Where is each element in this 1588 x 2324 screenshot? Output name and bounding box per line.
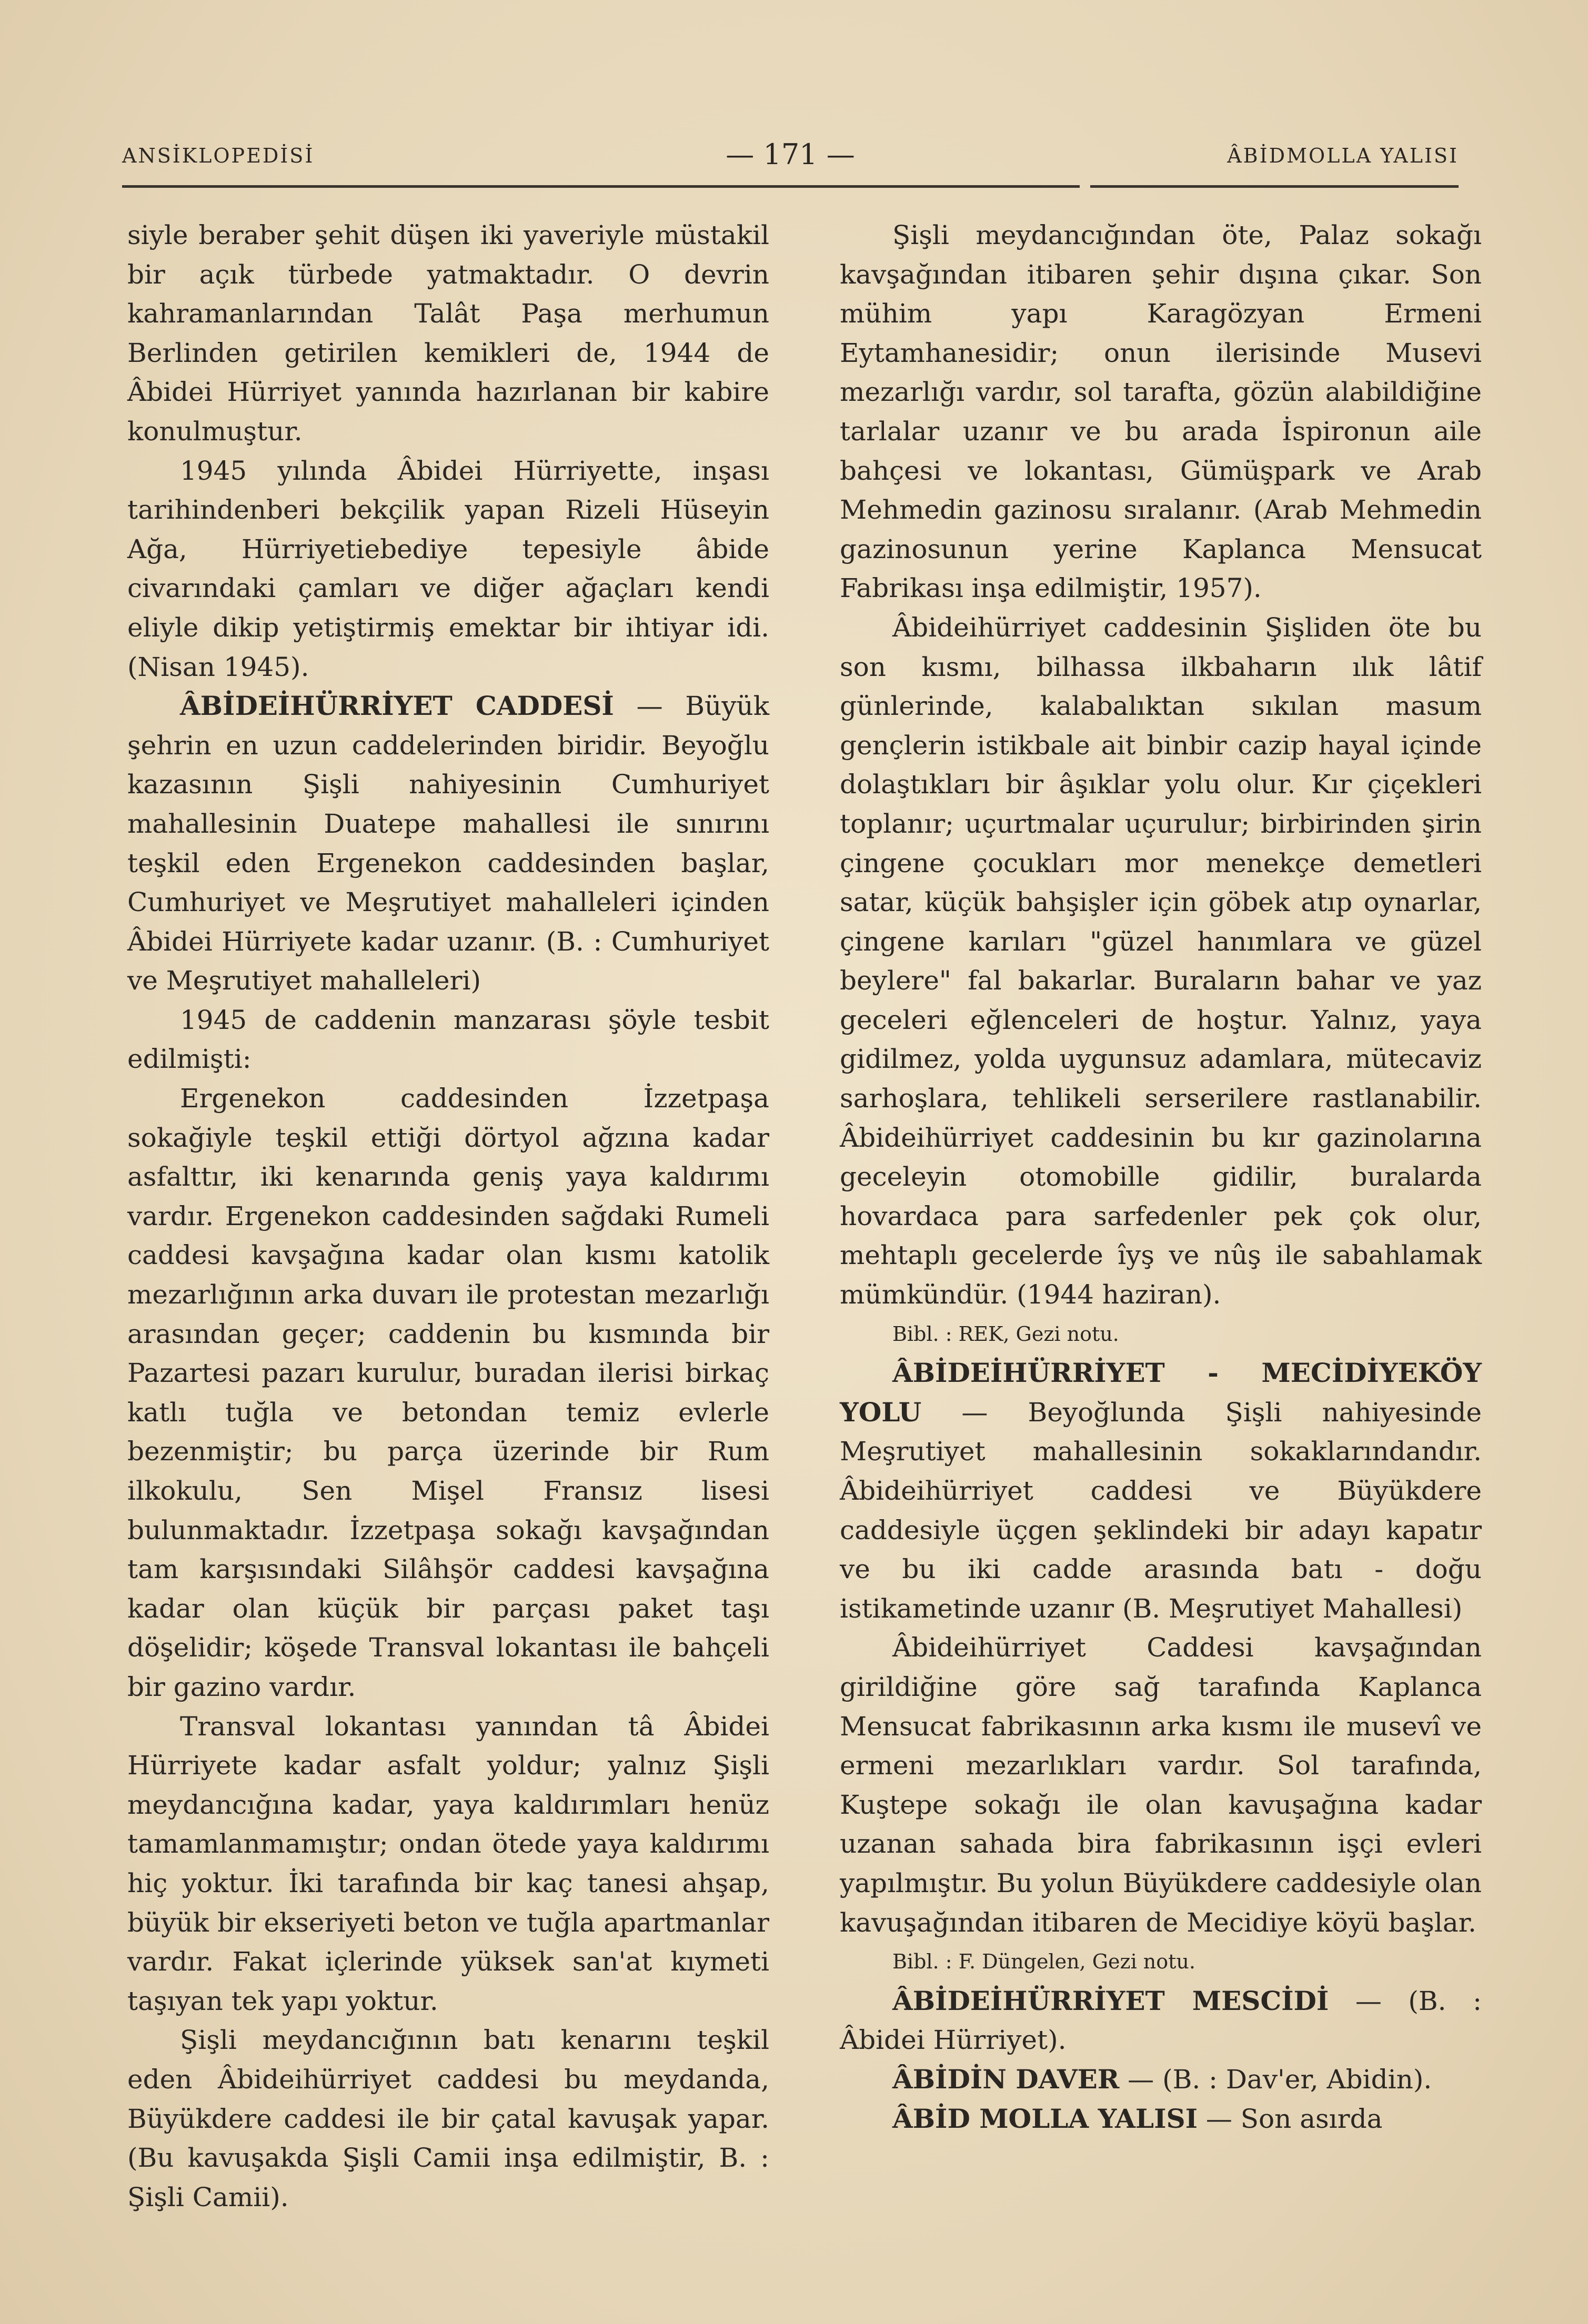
left-column — [127, 216, 769, 2217]
header-left-title: ANSİKLOPEDİSİ — [122, 144, 315, 167]
entry-paragraph — [840, 2060, 1482, 2099]
header-right-title: ÂBİDMOLLA YALISI — [1227, 144, 1459, 167]
paragraph: Şişli meydancığının batı kenarını teşkil eden Âbideihürriyet caddesi bu meydanda, Büyükdere caddesi ile bir çatal kavuşak yapar. (Bu kavuşakda Şişli Camii inşa edilmiştir, B. : Şişli Camii). — [127, 2025, 769, 2212]
running-header — [122, 138, 1459, 185]
entry-heading: ÂBİDEİHÜRRİYET CADDESİ — [180, 690, 614, 722]
entry-heading: ÂBİDİN DAVER — [892, 2063, 1120, 2095]
entry-text: — (B. : Âbidei Hürriyet). — [840, 1985, 1482, 2056]
entry-paragraph — [840, 1982, 1482, 2060]
paragraph: Âbideihürriyet caddesinin Şişliden öte bu son kısmı, bilhassa ilkbaharın ılık lâtif günlerinde, kalabalıktan sıkılan masum gençlerin istikbale ait binbir cazip hayal içinde dolaştıkları bir âşıklar yolu olur. Kır çiçekleri toplanır; uçurtmalar uçurulur; birbirinden şirin çingene çocukları mor menekçe demetleri satar, küçük bahşişler için göbek atıp oynarlar, çingene karıları "güzel hanımlara ve güzel beylere" fal bakarlar. Buraların bahar ve yaz geceleri eğlenceleri de hoştur. Yalnız, yaya gidilmez, yolda uygunsuz adamlara, mütecaviz sarhoşlara, tehlikeli serserilere rastlanabilir. Âbideihürriyet caddesinin bu kır gazinolarına geceleyin otomobille gidilir, buralarda hovardaca para sarfedenler pek çok olur, mehtaplı gecelerde îyş ve nûş ile sabahlamak mümkündür. (1944 haziran). — [840, 612, 1482, 1310]
entry-paragraph — [840, 1353, 1482, 1628]
page-number: — 171 — — [726, 138, 855, 171]
header-rule-left — [122, 185, 1080, 188]
paragraph: Ergenekon caddesinden İzzetpaşa sokağiyle teşkil ettiği dörtyol ağzına kadar asfalttır, iki kenarında geniş yaya kaldırımı vardır. Ergenekon caddesinden sağdaki Rumeli caddesi kavşağına kadar olan kısmı katolik mezarlığının arka duvarı ile protestan mezarlığı arasından geçer; caddenin bu kısmında bir Pazartesi pazarı kurulur, buradan ilerisi birkaç katlı tuğla ve betondan temiz evlerle bezenmiştir; bu parça üzerinde bir Rum ilkokulu, Sen Mişel Fransız lisesi bulunmaktadır. İzzetpaşa sokağı kavşağından tam karşısındaki Silâhşör caddesi kavşağına kadar olan küçük bir parçası paket taşı döşelidir; köşede Transval lokantası ile bahçeli bir gazino vardır. — [127, 1083, 769, 1702]
entry-heading: ÂBİDEİHÜRRİYET - MECİDİYEKÖY YOLU — [840, 1357, 1482, 1428]
paragraph: 1945 de caddenin manzarası şöyle tesbit edilmişti: — [127, 1004, 769, 1075]
paragraph: siyle beraber şehit düşen iki yaveriyle müstakil bir açık türbede yatmaktadır. O devrin kahramanlarından Talât Paşa merhumun Berlinden getirilen kemikleri de, 1944 de Âbidei Hürriyet yanında hazırlanan bir kabire konulmuştur. — [127, 220, 769, 447]
paragraph: 1945 yılında Âbidei Hürriyette, inşası tarihindenberi bekçilik yapan Rizeli Hüseyin Ağa, Hürriyetiebediye tepesiyle âbide civarındaki çamları ve diğer ağaçları kendi eliyle dikip yetiştirmiş emektar bir ihtiyar idi. (Nisan 1945). — [127, 455, 769, 682]
header-rule-right — [1090, 185, 1459, 188]
entry-text: — Son asırda — [1197, 2103, 1383, 2134]
entry-heading: ÂBİD MOLLA YALISI — [892, 2103, 1198, 2134]
paragraph: Transval lokantası yanından tâ Âbidei Hürriyete kadar asfalt yoldur; yalnız Şişli meydancığına kadar, yaya kaldırımları henüz tamamlanmamıştır; ondan ötede yaya kaldırımı hiç yoktur. İki tarafında bir kaç tanesi ahşap, büyük bir ekseriyeti beton ve tuğla apartmanlar vardır. Fakat içlerinde yüksek san'at kıymeti taşıyan tek yapı yoktur. — [127, 1711, 769, 2016]
paragraph: Âbideihürriyet Caddesi kavşağından girildiğine göre sağ tarafında Kaplanca Mensucat fabrikasının arka kısmı ile musevî ve ermeni mezarlıkları vardır. Sol tarafında, Kuştepe sokağı ile olan kavuşağına kadar uzanan sahada bira fabrikasının işçi evleri yapılmıştır. Bu yolun Büyükdere caddesiyle olan kavuşağından itibaren de Mecidiye köyü başlar. — [840, 1632, 1482, 1938]
entry-paragraph — [840, 2099, 1482, 2139]
bibliography-note: Bibl. : F. Düngelen, Gezi notu. — [892, 1950, 1195, 1974]
entry-text: — (B. : Dav'er, Abidin). — [1119, 2064, 1432, 2095]
right-column — [840, 216, 1482, 2138]
paragraph: Şişli meydancığından öte, Palaz sokağı kavşağından itibaren şehir dışına çıkar. Son mühim yapı Karagözyan Ermeni Eytamhanesidir; onun ilerisinde Musevi mezarlığı vardır, sol tarafta, gözün alabildiğine tarlalar uzanır ve bu arada İspironun aile bahçesi ve lokantası, Gümüşpark ve Arab Mehmedin gazinosu sıralanır. (Arab Mehmedin gazinosunun yerine Kaplanca Mensucat Fabrikası inşa edilmiştir, 1957). — [840, 220, 1482, 604]
entry-heading: ÂBİDEİHÜRRİYET MESCİDİ — [892, 1985, 1329, 2016]
entry-text: — Büyük şehrin en uzun caddelerinden biridir. Beyoğlu kazasının Şişli nahiyesinin Cumhuriyet mahallesinin Duatepe mahallesi ile sınırını teşkil eden Ergenekon caddesinden başlar, Cumhuriyet ve Meşrutiyet mahalleleri içinden Âbidei Hürriyete kadar uzanır. (B. : Cumhuriyet ve Meşrutiyet mahalleleri) — [127, 691, 769, 996]
entry-text: — Beyoğlunda Şişli nahiyesinde Meşrutiyet mahallesinin sokaklarındandır. Âbideihürriyet caddesi ve Büyükdere caddesiyle üçgen şeklindeki bir adayı kapatır ve bu iki cadde arasında batı - doğu istikametinde uzanır (B. Meşrutiyet Mahallesi) — [840, 1397, 1482, 1624]
bibliography-note: Bibl. : REK, Gezi notu. — [892, 1322, 1119, 1346]
entry-paragraph — [127, 686, 769, 1001]
